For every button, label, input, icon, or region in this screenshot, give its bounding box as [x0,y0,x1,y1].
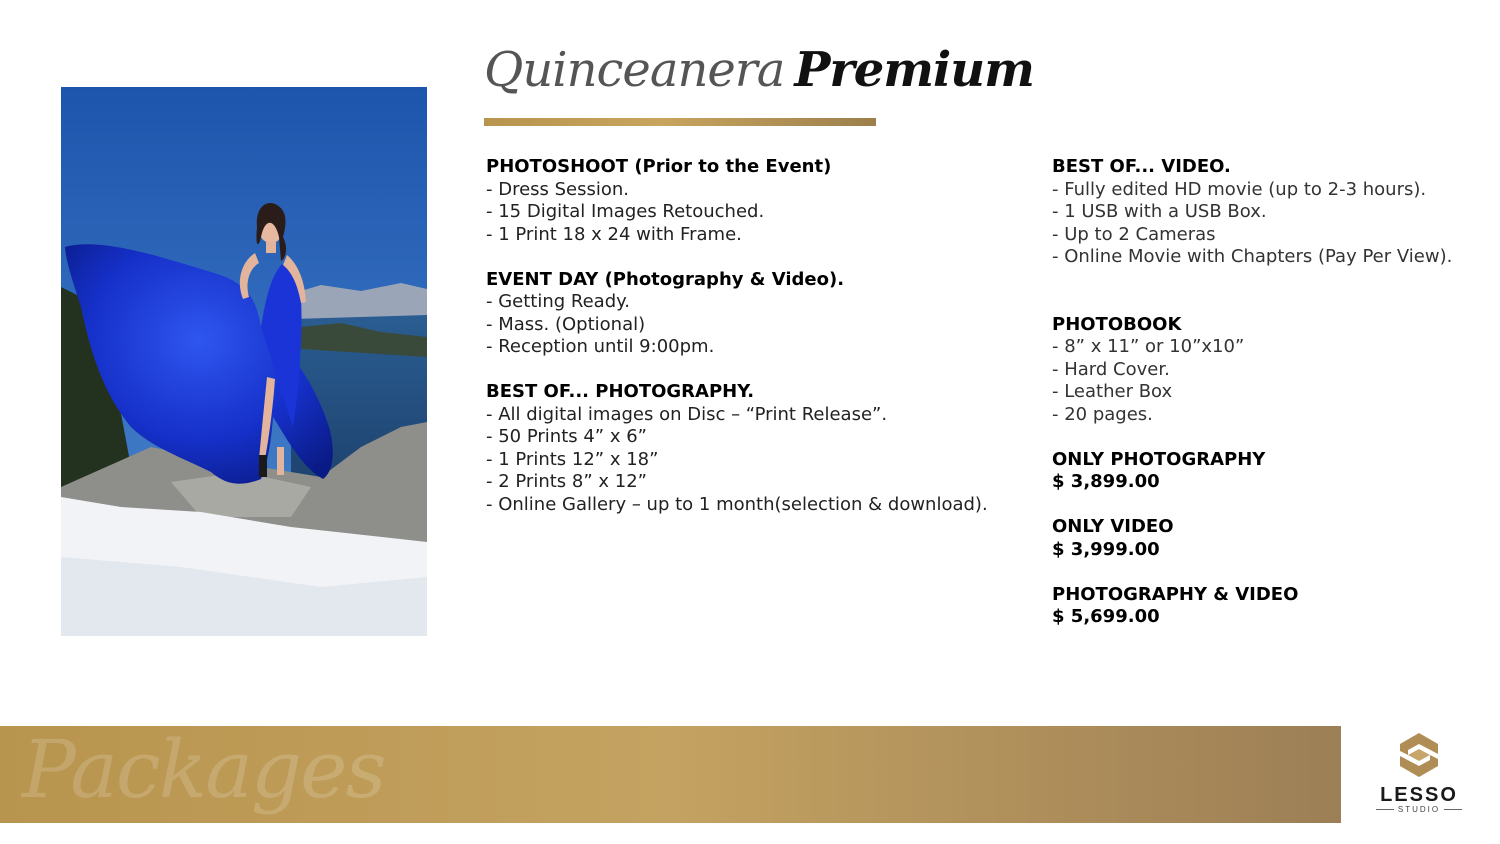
list-item: - Hard Cover. [1052,358,1170,380]
list-item: - Getting Ready. [486,291,630,312]
quinceanera-photo [61,87,427,636]
event-day-title: EVENT DAY (Photography & Video). [486,268,845,290]
right-column [1052,156,1452,629]
title-underline [484,118,876,126]
page-title [484,30,1034,110]
list-item: - Dress Session. [486,178,630,200]
list-item: - Online Gallery – up to 1 month(selection & download). [486,493,988,515]
list-item: - Mass. (Optional) [486,313,646,335]
list-item: - 1 USB with a USB Box. [1052,201,1267,222]
photoshoot-title: PHOTOSHOOT (Prior to the Event) [486,156,832,177]
spacer [486,359,988,382]
price-value-photo-video: $ 5,699.00 [1052,606,1160,627]
left-column [486,156,988,516]
banner-text: Packages [22,726,385,816]
best-of-video-title: BEST OF... VIDEO. [1052,156,1231,177]
list-item: - All digital images on Disc – “Print Release”. [486,403,888,425]
lesso-studio-logo [1370,732,1468,816]
spacer [486,246,988,269]
list-item: - 20 pages. [1052,403,1153,425]
packages-banner [0,726,1341,823]
list-item: - 1 Print 18 x 24 with Frame. [486,223,742,245]
logo-name: LESSO [1380,784,1458,806]
logo-subtitle: STUDIO [1370,805,1468,815]
price-value-video: $ 3,999.00 [1052,538,1160,560]
list-item: - 2 Prints 8” x 12” [486,471,647,492]
title-word-quinceanera: Quinceanera [484,42,785,98]
list-item: - 8” x 11” or 10”x10” [1052,336,1245,357]
list-item: - Fully edited HD movie (up to 2-3 hours). [1052,178,1427,200]
list-item: - Online Movie with Chapters (Pay Per View). [1052,246,1453,267]
list-item: - Leather Box [1052,381,1173,402]
spacer [1052,494,1452,517]
list-item: - 50 Prints 4” x 6” [486,426,647,447]
list-item: - Reception until 9:00pm. [486,336,715,357]
title-word-premium: Premium [794,42,1034,98]
price-label-photography: ONLY PHOTOGRAPHY [1052,448,1266,470]
price-value-photography: $ 3,899.00 [1052,471,1160,492]
lesso-s-logo-icon [1398,732,1440,778]
price-label-video: ONLY VIDEO [1052,516,1174,537]
list-item: - 1 Prints 12” x 18” [486,448,659,470]
spacer [1052,269,1452,314]
list-item: - 15 Digital Images Retouched. [486,201,765,222]
price-label-photo-video: PHOTOGRAPHY & VIDEO [1052,583,1299,605]
best-of-photography-title: BEST OF... PHOTOGRAPHY. [486,381,755,402]
photobook-title: PHOTOBOOK [1052,313,1182,335]
spacer [1052,426,1452,449]
list-item: - Up to 2 Cameras [1052,223,1216,245]
spacer [1052,561,1452,584]
